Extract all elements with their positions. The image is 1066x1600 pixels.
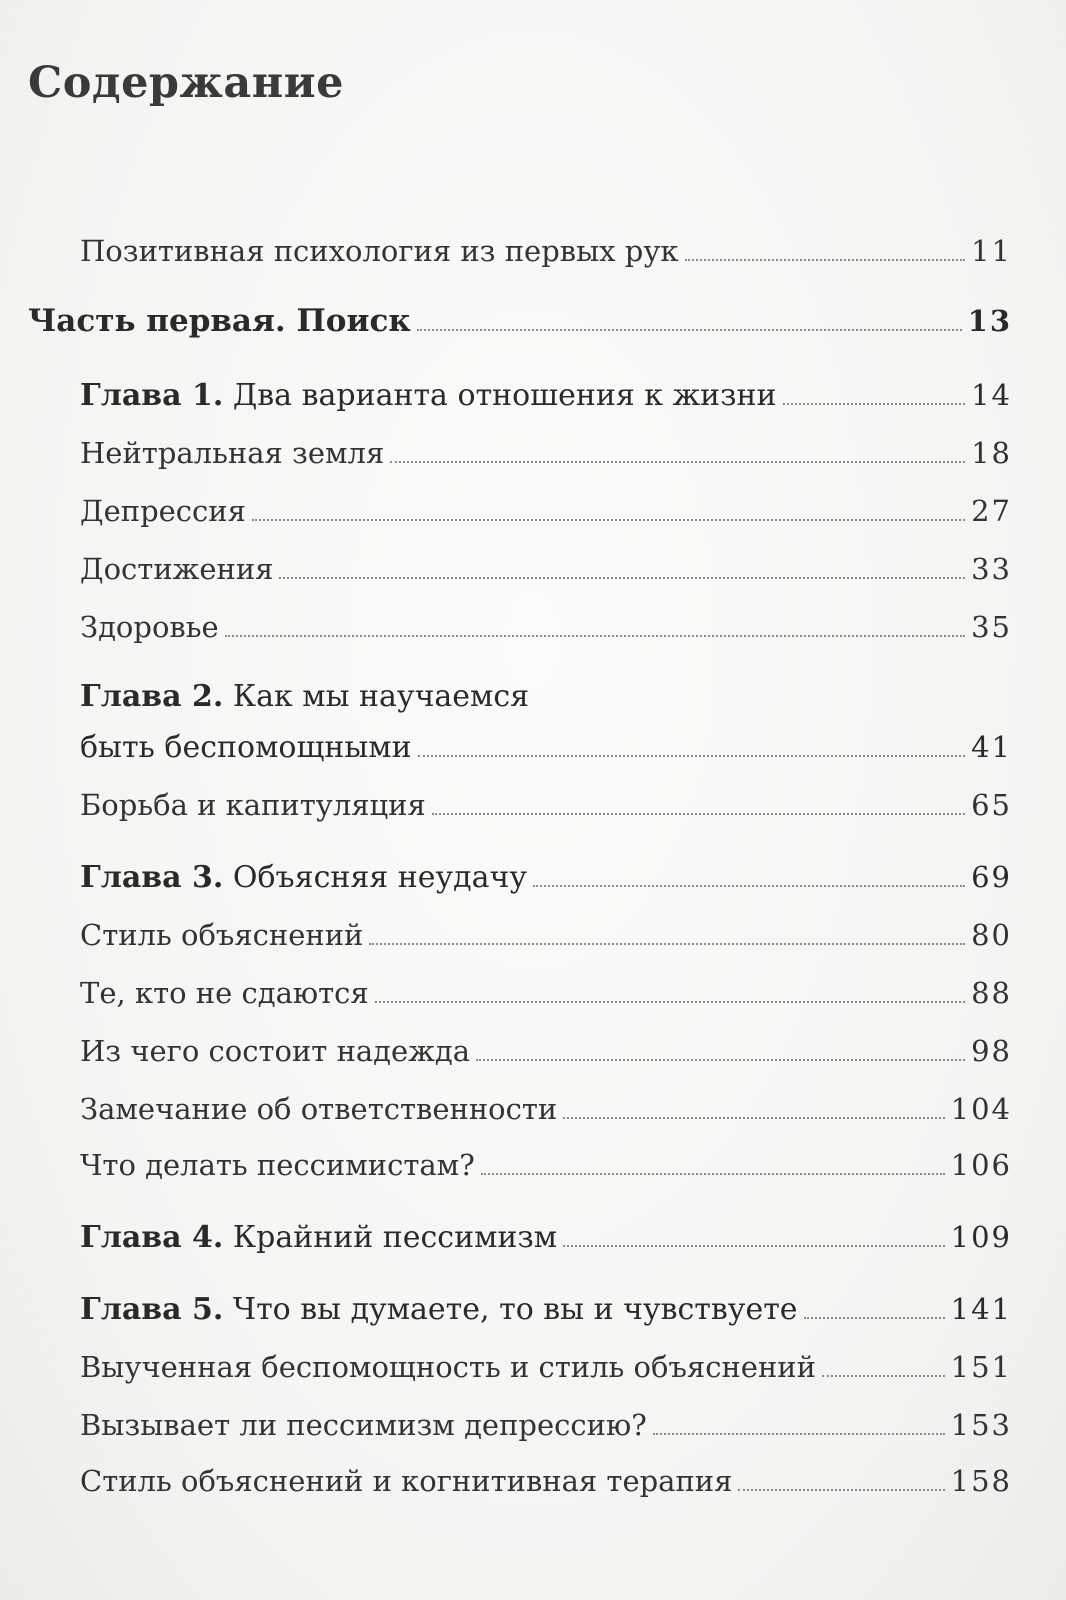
dot-leader [252,519,965,521]
toc-page-number: 80 [971,918,1012,952]
chapter-title-continued: быть беспомощными [80,730,412,765]
toc-entry-section[interactable] [80,550,1012,588]
dot-leader [533,885,965,887]
dot-leader [476,1059,965,1061]
toc-entry-section[interactable] [80,608,1012,646]
toc-entry-title [80,377,777,415]
chapter-number: Глава 3. [80,860,224,895]
dot-leader [822,1375,945,1377]
toc-page-number: 11 [971,234,1012,268]
toc-page-number: 141 [950,1292,1012,1326]
chapter-number: Глава 5. [80,1292,224,1327]
dot-leader [279,577,965,579]
toc-entry-title: Из чего состоит надежда [80,1034,471,1068]
toc-page-number: 27 [971,494,1012,528]
toc-entry-title: Депрессия [80,494,246,528]
chapter-number: Глава 4. [80,1220,224,1255]
toc-entry-title: Что делать пессимистам? [80,1148,475,1182]
toc-entry-section[interactable] [80,1462,1012,1500]
chapter-title: Что вы думаете, то вы и чувствуете [223,1292,798,1327]
chapter-number: Глава 2. [80,679,224,714]
dot-leader [375,1001,965,1003]
toc-page-number: 98 [971,1034,1012,1068]
toc-entry-title [80,1291,798,1329]
toc-entry-title: Борьба и капитуляция [80,788,426,822]
dot-leader [369,943,965,945]
toc-entry-title: Те, кто не сдаются [80,976,369,1010]
toc-entry-section[interactable] [80,1090,1012,1128]
toc-entry-section[interactable] [80,1032,1012,1070]
toc-page-number: 41 [971,730,1012,764]
toc-entry-section[interactable] [80,1406,1012,1444]
contents-heading: Содержание [28,58,344,108]
toc-page-number: 109 [950,1220,1012,1254]
toc-entry-title: Позитивная психология из первых рук [80,234,679,268]
toc-page-number: 106 [950,1148,1012,1182]
toc-page-number: 33 [971,552,1012,586]
toc-entry-title: Замечание об ответственности [80,1092,558,1126]
toc-entry-chapter-4[interactable] [80,1218,1012,1257]
toc-page-number: 18 [971,436,1012,470]
toc-page-number: 69 [971,860,1012,894]
dot-leader [738,1489,944,1491]
toc-entry-title-line-2 [80,722,1012,773]
toc-entry-section[interactable] [80,786,1012,824]
toc-entry-title: Нейтральная земля [80,436,385,470]
dot-leader [685,259,966,261]
toc-entry-title: Стиль объяснений [80,918,364,952]
toc-page-number: 14 [971,378,1012,412]
toc-page-number: 35 [971,610,1012,644]
toc-entry-chapter-2[interactable] [80,672,1012,773]
toc-page-number: 13 [967,304,1012,338]
toc-page-number: 65 [971,788,1012,822]
dot-leader [418,755,966,757]
toc-page-number: 151 [950,1350,1012,1384]
toc-page-number: 153 [950,1408,1012,1442]
chapter-number: Глава 1. [80,378,224,413]
dot-leader [783,403,966,405]
toc-entry-section[interactable] [80,916,1012,954]
dot-leader [390,461,965,463]
toc-entry-intro[interactable] [80,232,1012,270]
chapter-title: Как мы научаемся [223,679,530,714]
toc-entry-title: Здоровье [80,610,219,644]
chapter-title: Два варианта отношения к жизни [223,378,777,413]
chapter-title: Объясняя неудачу [223,860,527,895]
dot-leader [481,1173,945,1175]
toc-entry-chapter-3[interactable] [80,858,1012,897]
toc-entry-title: Выученная беспомощность и стиль объяснений [80,1350,816,1384]
dot-leader [653,1433,945,1435]
dot-leader [804,1317,945,1319]
toc-entry-section[interactable] [80,1348,1012,1386]
toc-entry-chapter-5[interactable] [80,1290,1012,1329]
toc-entry-title: Вызывает ли пессимизм депрессию? [80,1408,647,1442]
toc-page-number: 104 [950,1092,1012,1126]
toc-entry-title [80,859,527,897]
dot-leader [225,635,965,637]
toc-entry-title: Стиль объяснений и когнитивная терапия [80,1464,733,1498]
dot-leader [432,813,965,815]
toc-entry-section[interactable] [80,1146,1012,1184]
toc-entry-title-line-1 [80,672,1012,722]
toc-entry-title [80,1219,557,1257]
toc-entry-section[interactable] [80,974,1012,1012]
chapter-title: Крайний пессимизм [223,1220,558,1255]
dot-leader [417,329,962,331]
toc-page-number: 158 [950,1464,1012,1498]
dot-leader [563,1117,944,1119]
toc-entry-chapter-1[interactable] [80,376,1012,415]
toc-page-number: 88 [971,976,1012,1010]
toc-entry-part-one[interactable] [28,302,1012,340]
toc-entry-title: Часть первая. Поиск [28,303,411,339]
dot-leader [563,1245,945,1247]
toc-entry-section[interactable] [80,492,1012,530]
toc-entry-title: Достижения [80,552,274,586]
toc-entry-section[interactable] [80,434,1012,472]
